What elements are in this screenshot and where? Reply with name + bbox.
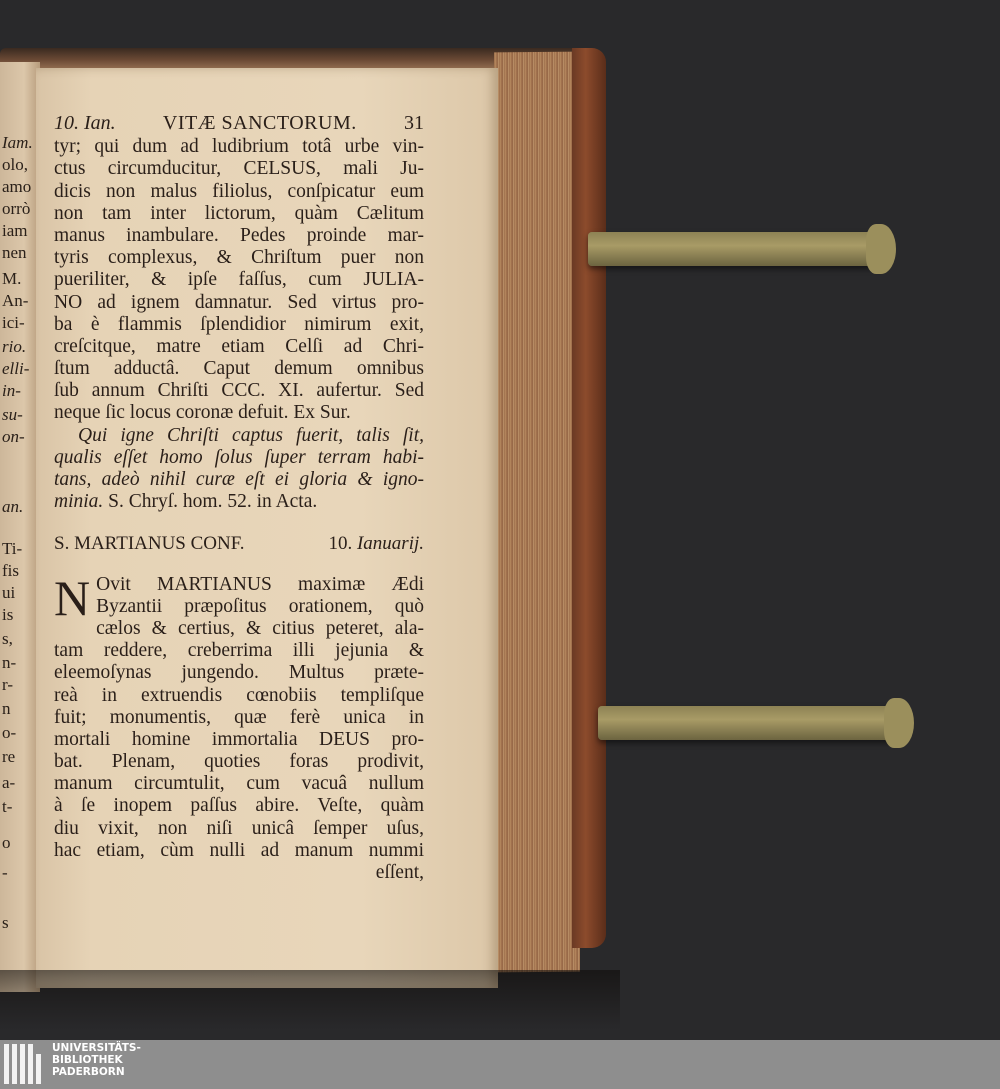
library-footer <box>0 1040 1000 1089</box>
text-line: creſcitque, matre etiam Celſi ad Chri- <box>54 335 424 357</box>
left-facing-page <box>0 62 40 992</box>
library-logo-icon <box>4 1044 46 1084</box>
text-line: tyris complexus, & Chriſtum puer non <box>54 247 424 269</box>
header-title: VITÆ SANCTORUM. <box>162 112 357 134</box>
text-line: eleemoſynas jungendo. Multus præte- <box>54 662 424 684</box>
left-page-fragment: n- <box>2 653 17 672</box>
text-line: diu vixit, non niſi unicâ ſemper uſus, <box>54 817 424 839</box>
text-line: manus inambulare. Pedes proinde mar- <box>54 224 424 246</box>
text-line: manum circumtulit, cum vacuâ nullum <box>54 773 424 795</box>
quote-source-line <box>54 491 424 513</box>
text-line: tyr; qui dum ad ludibrium totâ urbe vin- <box>54 136 424 158</box>
text-line: à ſe inopem paſſus abire. Veſte, quàm <box>54 795 424 817</box>
text-line: tans, adeò nihil curæ eſt ei gloria & igno- <box>54 469 424 491</box>
left-page-fragment: M. <box>2 269 22 288</box>
catchword: eſſent, <box>375 862 424 884</box>
header-left: 10. Ian. <box>54 112 116 134</box>
text-line: neque ſic locus coronæ defuit. Ex Sur. <box>54 402 351 424</box>
page-number: 31 <box>404 112 424 134</box>
quote-last-word: minia. <box>54 491 104 513</box>
text-line: ba è flammis ſplendidior nimirum exit, <box>54 313 424 335</box>
left-page-fragment: Ti- <box>2 539 23 558</box>
upper-clasp <box>588 232 888 266</box>
left-page-fragment: o <box>2 833 11 852</box>
left-page-fragment: Iam. <box>2 133 33 152</box>
section-heading <box>54 533 424 555</box>
left-page-fragment: su- <box>2 405 23 424</box>
left-page-fragment: t- <box>2 797 13 816</box>
left-page-fragment: rio. <box>2 337 27 356</box>
library-name-line3: PADERBORN <box>52 1066 125 1078</box>
library-name-line1: UNIVERSITÄTS- <box>52 1042 141 1054</box>
page-text <box>54 112 424 884</box>
left-page-fragment: an. <box>2 497 24 516</box>
left-page-fragment: ici- <box>2 313 25 332</box>
left-page-fragment: r- <box>2 675 13 694</box>
text-line: ctus circumducitur, CELSUS, mali Ju- <box>54 158 424 180</box>
shadow <box>0 970 620 1030</box>
paragraph-2 <box>54 569 424 862</box>
left-page-fragment: on- <box>2 427 25 446</box>
text-line: Byzantii præpoſitus orationem, quò <box>96 595 424 617</box>
text-line: dicis non malus filiolus, conſpicatur eum <box>54 180 424 202</box>
left-page-fragment: amo <box>2 177 32 196</box>
text-line: non tam inter lictorum, quàm Cælitum <box>54 202 424 224</box>
section-date <box>328 533 424 555</box>
left-page-fragment: s, <box>2 629 13 648</box>
section-title: S. MARTIANUS CONF. <box>54 533 245 555</box>
text-line: pueriliter, & ipſe faſſus, cum JULIA- <box>54 269 424 291</box>
text-line: mortali homine immortalia DEUS pro- <box>54 728 424 750</box>
text-line: bat. Plenam, quoties foras prodivit, <box>54 751 424 773</box>
section-date-word: Ianuarij. <box>356 533 424 555</box>
left-page-fragment: s <box>2 913 9 932</box>
quote-block <box>54 425 424 492</box>
text-line: ſtum adductâ. Caput demum omnibus <box>54 358 424 380</box>
book-cover-edge <box>572 48 606 948</box>
left-page-fragment: a- <box>2 773 16 792</box>
left-page-fragment: in- <box>2 381 21 400</box>
left-page-fragment: is <box>2 605 14 624</box>
quote-source: S. Chryſ. hom. 52. in Acta. <box>108 491 318 513</box>
left-page-fragment: re <box>2 747 16 766</box>
text-line: tam reddere, creberrima illi jejunia & <box>54 640 424 662</box>
left-page-fragment: n <box>2 699 11 718</box>
left-page-fragment: fis <box>2 561 19 580</box>
left-page-fragment: iam <box>2 221 28 240</box>
left-page-fragment: o- <box>2 723 17 742</box>
paragraph-1 <box>54 136 424 424</box>
text-line: reà in extruendis cœnobiis templiſque <box>54 684 424 706</box>
text-line: qualis eſſet homo ſolus ſuper terram habi- <box>54 446 424 468</box>
left-page-fragment: An- <box>2 291 29 310</box>
text-line: NO ad ignem damnatur. Sed virtus pro- <box>54 291 424 313</box>
left-page-fragment: ui <box>2 583 16 602</box>
library-name <box>52 1042 141 1078</box>
left-page-fragment: elli- <box>2 359 30 378</box>
section-date-num: 10. <box>328 533 353 555</box>
page-block-edge <box>494 52 580 973</box>
library-name-line2: BIBLIOTHEK <box>52 1054 123 1066</box>
left-page-fragment: olo, <box>2 155 28 174</box>
text-line: Qui igne Chriſti captus fuerit, talis ſit, <box>78 424 424 446</box>
left-page-fragment: - <box>2 863 8 882</box>
text-line: cælos & certius, & citius peteret, ala- <box>96 617 424 639</box>
left-page-fragment: nen <box>2 243 27 262</box>
lower-clasp <box>598 706 906 740</box>
text-line: Ovit MARTIANUS maximæ Ædi <box>96 573 424 595</box>
text-line: ſub annum Chriſti CCC. XI. aufertur. Sed <box>54 380 424 402</box>
left-page-fragment: orrò <box>2 199 31 218</box>
running-header <box>54 112 424 134</box>
text-line: hac etiam, cùm nulli ad manum nummi <box>54 839 424 861</box>
drop-cap: N <box>54 569 91 626</box>
text-line: fuit; monumentis, quæ ferè unica in <box>54 706 424 728</box>
